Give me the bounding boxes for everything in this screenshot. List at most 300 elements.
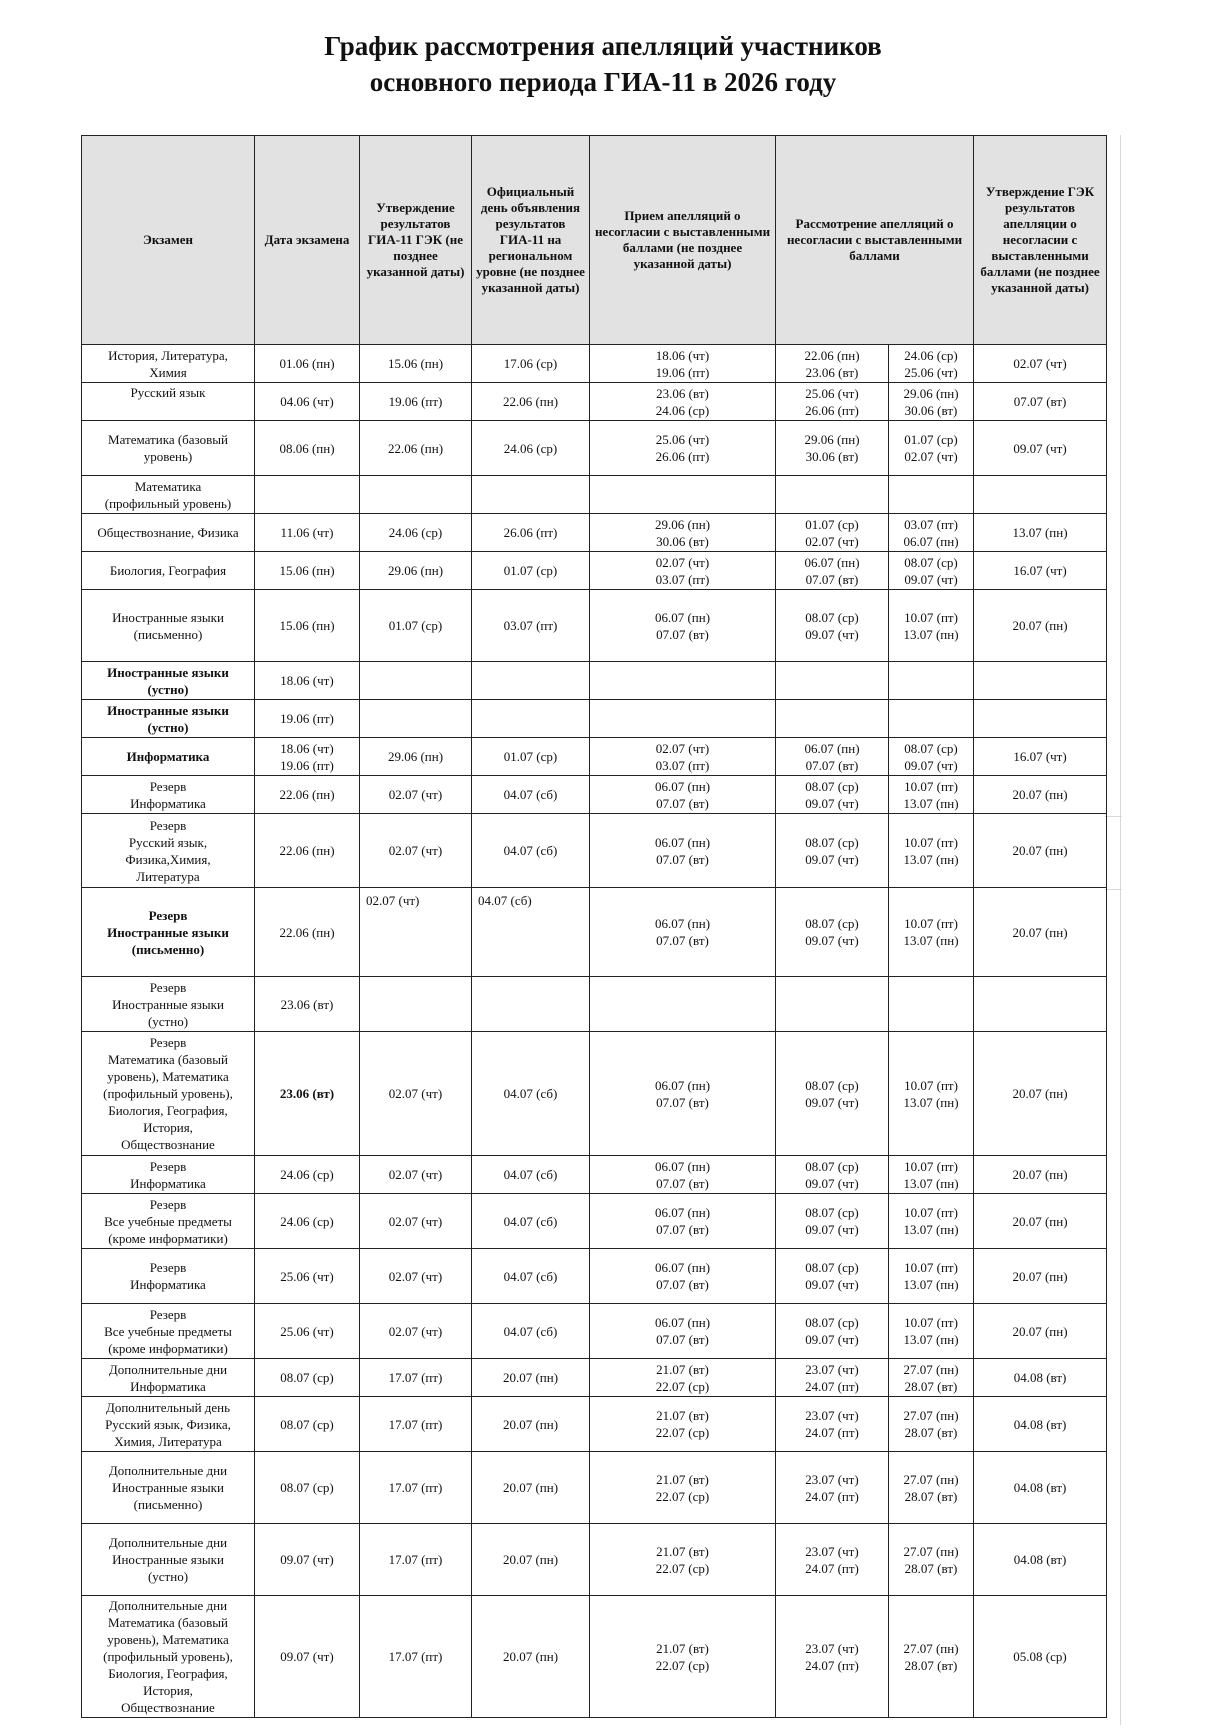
cell-line: 07.07 (вт)	[656, 1094, 709, 1110]
approve-cell: 02.07 (чт)	[360, 1032, 472, 1156]
table-row	[82, 514, 1107, 552]
review-first-cell	[776, 1032, 889, 1156]
review-first-cell	[776, 1304, 889, 1359]
table-row	[82, 977, 1107, 1032]
review-first-cell	[776, 345, 889, 383]
gek-cell: 04.08 (вт)	[974, 1397, 1107, 1452]
cell-line: 09.07 (чт)	[805, 795, 859, 811]
approve-cell: 02.07 (чт)	[360, 1249, 472, 1304]
review-first-cell	[776, 1596, 889, 1718]
review-second-cell	[889, 1249, 974, 1304]
cell-line: 22.07 (ср)	[655, 1488, 710, 1504]
gek-cell: 04.08 (вт)	[974, 1524, 1107, 1596]
cell-line: 10.07 (пт)	[904, 1260, 958, 1275]
date-cell: 19.06 (пт)	[255, 700, 360, 738]
gek-cell	[974, 662, 1107, 700]
gek-cell: 16.07 (чт)	[974, 738, 1107, 776]
official-cell: 17.06 (ср)	[472, 345, 590, 383]
gek-cell: 04.08 (вт)	[974, 1359, 1107, 1397]
accept-cell	[590, 700, 776, 738]
table-row	[82, 383, 1107, 421]
cell-line: 21.07 (вт)	[656, 1640, 709, 1656]
official-cell: 01.07 (ср)	[472, 738, 590, 776]
exam-cell	[82, 888, 255, 977]
cell-line: 09.07 (чт)	[805, 1332, 859, 1347]
cell-line: 22.07 (ср)	[655, 1425, 710, 1440]
header-gek: Утверждение ГЭК результатов апелляции о несогласии с выставленными баллами (не позднее указанной даты)	[974, 136, 1107, 345]
cell-line: (профильный уровень),	[103, 1649, 233, 1664]
official-cell: 04.07 (сб)	[472, 1304, 590, 1359]
exam-cell	[82, 1194, 255, 1249]
accept-cell	[590, 590, 776, 662]
date-cell: 08.07 (ср)	[255, 1397, 360, 1452]
exam-cell	[82, 1359, 255, 1397]
cell-line: Информатика	[130, 795, 206, 811]
gek-cell: 16.07 (чт)	[974, 552, 1107, 590]
review-second-cell	[889, 814, 974, 888]
accept-cell	[590, 662, 776, 700]
date-cell: 22.06 (пн)	[255, 776, 360, 814]
official-cell: 04.07 (сб)	[472, 776, 590, 814]
cell-line: Биология, География,	[108, 1103, 228, 1118]
table-row	[82, 1452, 1107, 1524]
approve-cell: 02.07 (чт)	[360, 776, 472, 814]
official-cell: 04.07 (сб)	[472, 1032, 590, 1156]
review-first-cell	[776, 383, 889, 421]
header-row	[82, 136, 1107, 345]
gek-cell: 20.07 (пн)	[974, 814, 1107, 888]
official-cell	[472, 662, 590, 700]
table-row	[82, 1359, 1107, 1397]
review-second-cell	[889, 476, 974, 514]
cell-line: 06.07 (пн)	[654, 778, 711, 794]
accept-cell	[590, 476, 776, 514]
approve-cell: 02.07 (чт)	[360, 1304, 472, 1359]
approve-cell: 17.07 (пт)	[360, 1452, 472, 1524]
review-first-cell	[776, 738, 889, 776]
cell-line: 08.07 (ср)	[805, 1260, 859, 1275]
cell-line: Русский язык,	[128, 834, 208, 850]
cell-line: 28.07 (вт)	[904, 1378, 958, 1394]
cell-line: 10.07 (пт)	[904, 1158, 958, 1174]
review-second-cell	[889, 383, 974, 421]
accept-cell	[590, 421, 776, 476]
official-cell: 20.07 (пн)	[472, 1397, 590, 1452]
exam-cell	[82, 552, 255, 590]
date-cell: 22.06 (пн)	[255, 888, 360, 977]
cell-line: 27.07 (пн)	[903, 1408, 959, 1423]
exam-cell	[82, 977, 255, 1032]
exam-cell	[82, 345, 255, 383]
accept-cell	[590, 814, 776, 888]
date-cell: 25.06 (чт)	[255, 1249, 360, 1304]
cell-line: Обществознание	[121, 1700, 215, 1715]
accept-cell	[590, 1249, 776, 1304]
cell-line: Русский язык	[130, 385, 206, 400]
table-row	[82, 590, 1107, 662]
approve-cell: 17.07 (пт)	[360, 1596, 472, 1718]
cell-line: 28.07 (вт)	[904, 1657, 958, 1673]
exam-cell	[82, 1397, 255, 1452]
cell-line: 22.07 (ср)	[655, 1560, 710, 1576]
accept-cell	[590, 345, 776, 383]
review-second-cell	[889, 1032, 974, 1156]
cell-line: 07.07 (вт)	[805, 571, 859, 587]
date-cell: 08.06 (пн)	[255, 421, 360, 476]
review-second-cell	[889, 1524, 974, 1596]
cell-line: 21.07 (вт)	[656, 1361, 709, 1377]
cell-line: 22.06 (пн)	[804, 347, 860, 363]
review-second-cell	[889, 1452, 974, 1524]
exam-cell	[82, 1524, 255, 1596]
cell-line: 02.07 (чт)	[904, 449, 958, 464]
approve-cell: 15.06 (пн)	[360, 345, 472, 383]
review-first-cell	[776, 1249, 889, 1304]
cell-line: Иностранные языки	[112, 1480, 224, 1495]
accept-cell	[590, 552, 776, 590]
cell-line: 22.07 (ср)	[655, 1657, 710, 1673]
cell-line: Информатика	[126, 749, 210, 764]
exam-cell	[82, 662, 255, 700]
review-first-cell	[776, 700, 889, 738]
table-row	[82, 1596, 1107, 1718]
cell-line: 10.07 (пт)	[904, 916, 958, 931]
cell-line: Обществознание, Физика	[97, 525, 239, 540]
cell-line: 03.07 (пт)	[655, 757, 710, 773]
header-date: Дата экзамена	[255, 136, 360, 345]
cell-line: 13.07 (пн)	[903, 626, 959, 642]
exam-cell	[82, 476, 255, 514]
cell-line: Биология, География	[109, 563, 227, 578]
date-cell: 08.07 (ср)	[255, 1452, 360, 1524]
cell-line: (устно)	[147, 719, 189, 735]
approve-cell: 19.06 (пт)	[360, 383, 472, 421]
cell-line: 28.07 (вт)	[904, 1488, 958, 1504]
review-first-cell	[776, 552, 889, 590]
cell-line: 23.07 (чт)	[805, 1408, 859, 1423]
cell-line: 06.07 (пн)	[804, 740, 860, 756]
official-cell: 04.07 (сб)	[472, 888, 590, 977]
accept-cell	[590, 1359, 776, 1397]
review-second-cell	[889, 421, 974, 476]
official-cell: 03.07 (пт)	[472, 590, 590, 662]
cell-line: 29.06 (пн)	[654, 516, 711, 532]
cell-line: 25.06 (чт)	[655, 432, 710, 447]
title-line-1: График рассмотрения апелляций участников	[324, 31, 882, 61]
accept-cell	[590, 514, 776, 552]
cell-line: Информатика	[130, 1277, 206, 1292]
date-cell: 04.06 (чт)	[255, 383, 360, 421]
cell-line: 08.07 (ср)	[805, 778, 859, 794]
table-row	[82, 1397, 1107, 1452]
accept-cell	[590, 738, 776, 776]
cell-line: 23.07 (чт)	[805, 1471, 859, 1487]
cell-line: Биология, География,	[108, 1666, 228, 1681]
cell-line: 24.06 (ср)	[904, 347, 958, 363]
cell-line: 03.07 (пт)	[655, 571, 710, 587]
cell-line: 10.07 (пт)	[904, 1205, 958, 1220]
cell-line: 10.07 (пт)	[904, 609, 958, 625]
cell-line: 13.07 (пн)	[903, 795, 959, 811]
approve-cell: 02.07 (чт)	[360, 888, 472, 977]
review-second-cell	[889, 776, 974, 814]
cell-line: 10.07 (пт)	[904, 1315, 958, 1330]
approve-cell: 02.07 (чт)	[360, 1194, 472, 1249]
cell-line: 06.07 (пн)	[654, 1205, 711, 1220]
cell-line: Информатика	[130, 1175, 206, 1191]
cell-line: 30.06 (вт)	[656, 533, 709, 549]
table-row	[82, 888, 1107, 977]
accept-cell	[590, 1596, 776, 1718]
cell-line: Иностранные языки	[107, 702, 229, 718]
review-first-cell	[776, 514, 889, 552]
review-second-cell	[889, 1397, 974, 1452]
cell-line: 06.07 (пн)	[654, 1315, 711, 1330]
header-review: Рассмотрение апелляций о несогласии с выставленными баллами	[776, 136, 974, 345]
official-cell: 04.07 (сб)	[472, 1249, 590, 1304]
table-row	[82, 421, 1107, 476]
cell-line: Резерв	[148, 907, 188, 923]
cell-line: 10.07 (пт)	[904, 834, 958, 850]
date-cell: 09.07 (чт)	[255, 1524, 360, 1596]
cell-line: 10.07 (пт)	[904, 1077, 958, 1093]
cell-line: 09.07 (чт)	[805, 1175, 859, 1191]
page-edge-tick	[1105, 816, 1122, 817]
exam-cell	[82, 814, 255, 888]
cell-line: 07.07 (вт)	[656, 1222, 709, 1237]
date-cell: 23.06 (вт)	[255, 1032, 360, 1156]
cell-line: 27.07 (пн)	[903, 1361, 959, 1377]
cell-line: 06.07 (пн)	[654, 609, 711, 625]
cell-line: История,	[143, 1683, 193, 1698]
cell-line: 06.07 (пн)	[654, 916, 711, 931]
cell-line: 21.07 (вт)	[656, 1408, 709, 1423]
cell-line: Химия, Литература	[114, 1433, 222, 1449]
table-row	[82, 476, 1107, 514]
official-cell: 20.07 (пн)	[472, 1359, 590, 1397]
exam-cell	[82, 776, 255, 814]
title-line-2: основного периода ГИА-11 в 2026 году	[369, 67, 837, 97]
cell-line: 13.07 (пн)	[903, 1332, 959, 1347]
exam-cell	[82, 514, 255, 552]
cell-line: 27.07 (пн)	[903, 1471, 959, 1487]
review-first-cell	[776, 776, 889, 814]
official-cell: 24.06 (ср)	[472, 421, 590, 476]
review-second-cell	[889, 1596, 974, 1718]
cell-line: Математика (базовый	[108, 1615, 228, 1630]
cell-line: 08.07 (ср)	[805, 1315, 859, 1330]
cell-line: Дополнительные дни	[108, 1535, 228, 1550]
table-row	[82, 776, 1107, 814]
gek-cell: 20.07 (пн)	[974, 1249, 1107, 1304]
official-cell	[472, 977, 590, 1032]
approve-cell	[360, 662, 472, 700]
header-approve: Утверждение результатов ГИА-11 ГЭК (не позднее указанной даты)	[360, 136, 472, 345]
appeals-schedule-table	[81, 135, 1107, 1718]
cell-line: Информатика	[130, 1378, 206, 1394]
cell-line: Резерв	[149, 979, 187, 995]
exam-cell	[82, 1304, 255, 1359]
cell-line: 07.07 (вт)	[656, 1332, 709, 1347]
date-cell: 08.07 (ср)	[255, 1359, 360, 1397]
cell-line: 09.07 (чт)	[904, 757, 958, 773]
cell-line: 08.07 (ср)	[805, 916, 859, 931]
cell-line: 21.07 (вт)	[656, 1471, 709, 1487]
table-body	[82, 345, 1107, 1718]
review-first-cell	[776, 814, 889, 888]
cell-line: (устно)	[147, 1569, 189, 1584]
accept-cell	[590, 977, 776, 1032]
cell-line: 28.07 (вт)	[904, 1425, 958, 1440]
cell-line: Иностранные языки	[112, 1552, 224, 1567]
gek-cell	[974, 977, 1107, 1032]
cell-line: История,	[143, 1120, 193, 1135]
cell-line: 23.07 (чт)	[805, 1640, 859, 1656]
cell-line: 24.07 (пт)	[805, 1488, 859, 1504]
cell-line: 13.07 (пн)	[903, 1222, 959, 1237]
review-second-cell	[889, 700, 974, 738]
cell-line: 08.07 (ср)	[805, 1205, 859, 1220]
cell-line: 24.07 (пт)	[805, 1657, 859, 1673]
exam-cell	[82, 590, 255, 662]
table-row	[82, 1194, 1107, 1249]
exam-cell	[82, 1249, 255, 1304]
table-row	[82, 662, 1107, 700]
exam-cell	[82, 1032, 255, 1156]
header-official: Официальный день объявления результатов ГИА-11 на региональном уровне (не позднее указанной даты)	[472, 136, 590, 345]
exam-cell	[82, 1156, 255, 1194]
cell-line: 07.07 (вт)	[656, 1175, 709, 1191]
exam-cell	[82, 738, 255, 776]
official-cell: 26.06 (пт)	[472, 514, 590, 552]
cell-line: 08.07 (ср)	[904, 740, 958, 756]
approve-cell	[360, 476, 472, 514]
cell-line: Резерв	[149, 1035, 187, 1050]
cell-line: 07.07 (вт)	[656, 626, 709, 642]
cell-line: 09.07 (чт)	[805, 626, 859, 642]
review-second-cell	[889, 345, 974, 383]
cell-line: 07.07 (вт)	[656, 795, 709, 811]
cell-line: 02.07 (чт)	[805, 533, 859, 549]
table-row	[82, 700, 1107, 738]
cell-line: 03.07 (пт)	[904, 516, 958, 532]
accept-cell	[590, 1032, 776, 1156]
cell-line: 29.06 (пн)	[804, 432, 860, 447]
exam-cell	[82, 1452, 255, 1524]
cell-line: Обществознание	[121, 1137, 215, 1152]
cell-line: (письменно)	[133, 626, 203, 642]
cell-line: 08.07 (ср)	[805, 1158, 859, 1174]
cell-line: Физика,Химия,	[125, 851, 211, 867]
date-cell: 18.06 (чт)	[255, 662, 360, 700]
cell-line: 23.07 (чт)	[805, 1361, 859, 1377]
cell-line: (письменно)	[131, 941, 205, 957]
approve-cell: 02.07 (чт)	[360, 814, 472, 888]
gek-cell: 07.07 (вт)	[974, 383, 1107, 421]
schedule-table-wrap	[81, 135, 1106, 1718]
cell-line: 19.06 (пт)	[280, 757, 334, 773]
official-cell: 01.07 (ср)	[472, 552, 590, 590]
cell-line: Математика (базовый	[108, 432, 228, 447]
official-cell: 20.07 (пн)	[472, 1596, 590, 1718]
page-edge-line	[1120, 135, 1121, 1725]
cell-line: 08.07 (ср)	[805, 834, 859, 850]
cell-line: 09.07 (чт)	[805, 1277, 859, 1292]
approve-cell: 24.06 (ср)	[360, 514, 472, 552]
cell-line: 13.07 (пн)	[903, 1277, 959, 1292]
cell-line: Литература	[136, 868, 200, 884]
cell-line: 21.07 (вт)	[656, 1543, 709, 1559]
table-row	[82, 1249, 1107, 1304]
review-first-cell	[776, 421, 889, 476]
cell-line: (устно)	[147, 681, 189, 697]
cell-line: 08.07 (ср)	[805, 609, 859, 625]
cell-line: (письменно)	[133, 1497, 203, 1512]
review-second-cell	[889, 662, 974, 700]
accept-cell	[590, 776, 776, 814]
cell-line: 26.06 (пт)	[655, 449, 710, 464]
cell-line: История, Литература,	[108, 347, 228, 363]
cell-line: 18.06 (чт)	[280, 740, 334, 756]
cell-line: 02.07 (чт)	[655, 740, 710, 756]
cell-line: 06.07 (пн)	[654, 1260, 711, 1275]
exam-cell	[82, 421, 255, 476]
exam-cell	[82, 1596, 255, 1718]
gek-cell: 20.07 (пн)	[974, 776, 1107, 814]
date-cell: 23.06 (вт)	[255, 977, 360, 1032]
accept-cell	[590, 1524, 776, 1596]
cell-line: 23.06 (вт)	[656, 385, 709, 401]
cell-line: Резерв	[149, 817, 187, 833]
cell-line: 10.07 (пт)	[904, 778, 958, 794]
table-row	[82, 1524, 1107, 1596]
header-exam: Экзамен	[82, 136, 255, 345]
gek-cell: 20.07 (пн)	[974, 1194, 1107, 1249]
gek-cell: 20.07 (пн)	[974, 1156, 1107, 1194]
cell-line: Резерв	[149, 778, 187, 794]
review-first-cell	[776, 977, 889, 1032]
cell-line: 23.06 (вт)	[805, 364, 859, 380]
official-cell: 04.07 (сб)	[472, 1194, 590, 1249]
cell-line: 24.07 (пт)	[805, 1425, 859, 1440]
exam-cell	[82, 383, 255, 421]
cell-line: Иностранные языки	[107, 664, 229, 680]
accept-cell	[590, 888, 776, 977]
date-cell: 22.06 (пн)	[255, 814, 360, 888]
cell-line: 19.06 (пт)	[655, 364, 710, 380]
approve-cell: 17.07 (пт)	[360, 1524, 472, 1596]
review-second-cell	[889, 977, 974, 1032]
cell-line: Все учебные предметы	[104, 1323, 232, 1339]
review-second-cell	[889, 1156, 974, 1194]
date-cell: 15.06 (пн)	[255, 552, 360, 590]
cell-line: 26.06 (пт)	[805, 402, 859, 418]
cell-line: 13.07 (пн)	[903, 851, 959, 867]
official-cell: 04.07 (сб)	[472, 1156, 590, 1194]
cell-line: 06.07 (пн)	[654, 834, 711, 850]
cell-line: 22.07 (ср)	[655, 1378, 710, 1394]
cell-line: 09.07 (чт)	[805, 1222, 859, 1237]
official-cell: 20.07 (пн)	[472, 1452, 590, 1524]
gek-cell	[974, 700, 1107, 738]
gek-cell: 02.07 (чт)	[974, 345, 1107, 383]
review-first-cell	[776, 1194, 889, 1249]
cell-line: уровень)	[143, 449, 193, 464]
cell-line: 29.06 (пн)	[903, 385, 959, 401]
cell-line: 24.07 (пт)	[805, 1378, 859, 1394]
approve-cell: 22.06 (пн)	[360, 421, 472, 476]
official-cell: 04.07 (сб)	[472, 814, 590, 888]
